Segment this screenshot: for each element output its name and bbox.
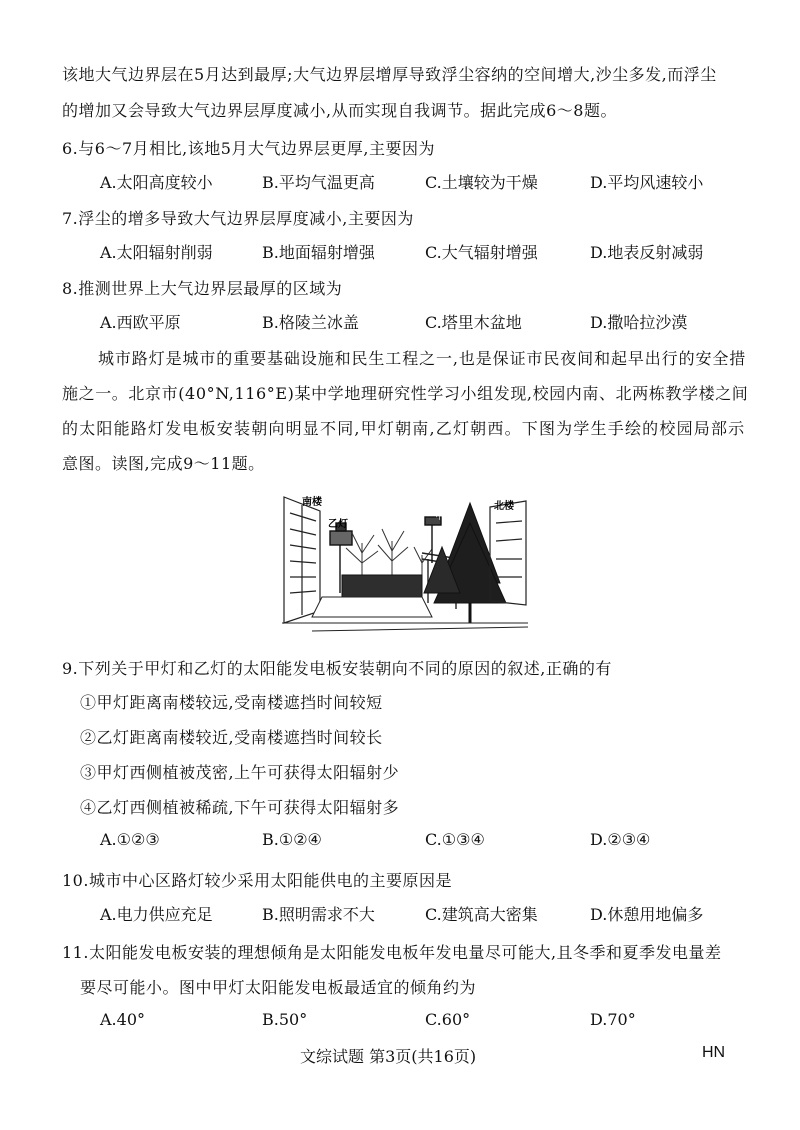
q8-option-a: A.西欧平原 bbox=[100, 313, 181, 332]
passage-line-3: 的太阳能路灯发电板安装朝向明显不同,甲灯朝南,乙灯朝西。下图为学生手绘的校园局部示 bbox=[62, 419, 746, 438]
q10-option-c: C.建筑高大密集 bbox=[425, 905, 538, 924]
q9-stem: 9.下列关于甲灯和乙灯的太阳能发电板安装朝向不同的原因的叙述,正确的有 bbox=[62, 659, 612, 678]
q8-option-c: C.塔里木盆地 bbox=[425, 313, 522, 332]
passage-line-2: 施之一。北京市(40°N,116°E)某中学地理研究性学习小组发现,校园内南、北两栋教学楼之间 bbox=[62, 384, 749, 403]
q7-stem: 7.浮尘的增多导致大气边界层厚度减小,主要因为 bbox=[62, 209, 414, 228]
q6-option-c: C.土壤较为干燥 bbox=[425, 173, 538, 192]
q11-option-d: D.70° bbox=[590, 1010, 636, 1029]
q9-option-b: B.①②④ bbox=[262, 830, 322, 849]
q9-option-d: D.②③④ bbox=[590, 830, 651, 849]
q8-stem: 8.推测世界上大气边界层最厚的区域为 bbox=[62, 279, 343, 298]
campus-sketch-drawing bbox=[282, 493, 528, 635]
q6-stem: 6.与6～7月相比,该地5月大气边界层更厚,主要因为 bbox=[62, 139, 435, 158]
label-south-building: 南楼 bbox=[302, 497, 322, 508]
q8-option-d: D.撒哈拉沙漠 bbox=[590, 313, 688, 332]
q7-option-a: A.太阳辐射削弱 bbox=[100, 243, 213, 262]
intro-line-1: 该地大气边界层在5月达到最厚;大气边界层增厚导致浮尘容纳的空间增大,沙尘多发,而浮尘 bbox=[62, 65, 717, 84]
passage-line-4: 意图。读图,完成9～11题。 bbox=[62, 454, 265, 473]
q7-option-c: C.大气辐射增强 bbox=[425, 243, 538, 262]
q7-option-d: D.地表反射减弱 bbox=[590, 243, 704, 262]
q6-option-d: D.平均风速较小 bbox=[590, 173, 704, 192]
q6-option-b: B.平均气温更高 bbox=[262, 173, 375, 192]
passage-line-1: 城市路灯是城市的重要基础设施和民生工程之一,也是保证市民夜间和起早出行的安全措 bbox=[98, 349, 747, 368]
intro-line-2: 的增加又会导致大气边界层厚度减小,从而实现自我调节。据此完成6～8题。 bbox=[62, 101, 617, 120]
q7-option-b: B.地面辐射增强 bbox=[262, 243, 375, 262]
q10-stem: 10.城市中心区路灯较少采用太阳能供电的主要原因是 bbox=[62, 871, 452, 890]
footer-code: HN bbox=[702, 1044, 726, 1061]
q9-statement-3: ③甲灯西侧植被茂密,上午可获得太阳辐射少 bbox=[80, 763, 400, 782]
q9-option-a: A.①②③ bbox=[100, 830, 160, 849]
q11-stem-line-1: 11.太阳能发电板安装的理想倾角是太阳能发电板年发电量尽可能大,且冬季和夏季发电量差 bbox=[62, 943, 722, 962]
q9-statement-1: ①甲灯距离南楼较远,受南楼遮挡时间较短 bbox=[80, 693, 383, 712]
label-lamp-jia: 甲灯 bbox=[435, 511, 454, 521]
label-lamp-yi: 乙灯 bbox=[328, 519, 348, 530]
q9-statement-2: ②乙灯距离南楼较近,受南楼遮挡时间较长 bbox=[80, 728, 383, 747]
footer-page-info: 文综试题 第3页(共16页) bbox=[300, 1047, 477, 1066]
q11-stem-line-2: 要尽可能小。图中甲灯太阳能发电板最适宜的倾角约为 bbox=[80, 978, 477, 997]
q11-option-c: C.60° bbox=[425, 1010, 471, 1029]
q9-option-c: C.①③④ bbox=[425, 830, 485, 849]
q11-option-b: B.50° bbox=[262, 1010, 308, 1029]
q6-option-a: A.太阳高度较小 bbox=[100, 173, 213, 192]
q10-option-b: B.照明需求不大 bbox=[262, 905, 375, 924]
q10-option-a: A.电力供应充足 bbox=[100, 905, 213, 924]
label-north-building: 北楼 bbox=[494, 501, 514, 512]
q11-option-a: A.40° bbox=[100, 1010, 145, 1029]
q8-option-b: B.格陵兰冰盖 bbox=[262, 313, 359, 332]
q10-option-d: D.休憩用地偏多 bbox=[590, 905, 704, 924]
campus-sketch-figure bbox=[282, 493, 528, 635]
q9-statement-4: ④乙灯西侧植被稀疏,下午可获得太阳辐射多 bbox=[80, 798, 400, 817]
